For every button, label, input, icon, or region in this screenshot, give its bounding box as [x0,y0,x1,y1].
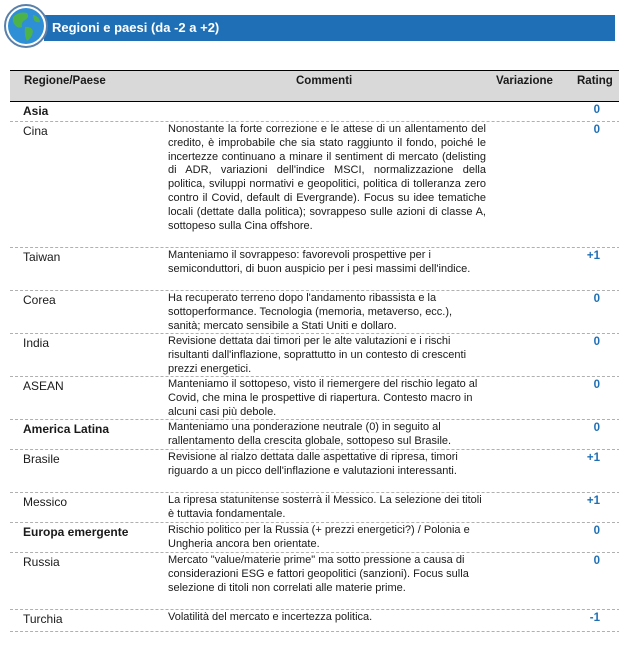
row-region: Brasile [23,452,60,466]
table-row [10,377,619,420]
table-row [10,122,619,248]
row-rating: 0 [593,525,600,537]
row-region: Corea [23,293,56,307]
column-header-rating: Rating [577,75,613,87]
regions-table [10,70,619,632]
table-row [10,334,619,377]
row-comment: Manteniamo il sottopeso, visto il riemergere del rischio legato al Covid, che mina le prospettive di riapertura. Contesto macro in alcuni casi più debole. [168,378,478,418]
row-region: Europa emergente [23,525,129,539]
row-rating: 0 [593,422,600,434]
table-row [10,450,619,493]
column-header-comment: Commenti [296,75,353,87]
table-row [10,420,619,450]
row-region: Asia [23,104,49,118]
row-region: ASEAN [23,379,64,393]
row-comment: Nonostante la forte correzione e le attese di un allentamento del credito, è improbabile che sia stato raggiunto il fondo, poiché le incertezze continuano a minare il sentiment di mercato (delisting di ADR, variazioni dell'indice MSCI, normalizzazione della politica, sviluppi normativi e geopolitici, politica di tolleranza zero contro il Covid, default di Evergrande). Focus su idee tematiche locali (dettate dalla politica); sovrappeso sulle azioni di classe A, sottopeso sulla Cina offshore. [168,123,486,232]
row-comment: Revisione al rialzo dettata dalle aspettative di ripresa, timori riguardo a un picco dell'inflazione e valutazioni interessanti. [168,451,458,477]
row-rating: 0 [593,336,600,348]
row-rating: 0 [593,104,600,116]
row-comment: Volatilità del mercato e incertezza politica. [168,611,373,623]
row-region: America Latina [23,422,110,436]
globe-icon [3,3,49,49]
row-rating: 0 [593,124,600,136]
row-comment: Manteniamo una ponderazione neutrale (0) in seguito al rallentamento della crescita globale, sottopeso sul Brasile. [168,421,452,447]
table-row [10,523,619,553]
row-region: Taiwan [23,250,61,264]
row-comment: La ripresa statunitense sosterrà il Messico. La selezione dei titoli è tuttavia fondamentale. [168,494,482,520]
table-row [10,493,619,523]
row-region: Turchia [23,612,63,626]
row-region: Russia [23,555,60,569]
column-header-region: Regione/Paese [24,75,106,87]
row-rating: -1 [589,612,600,624]
row-comment: Manteniamo il sovrappeso: favorevoli prospettive per i semiconduttori, di buon auspicio per i pesi massimi dell'indice. [168,249,471,275]
row-rating: +1 [586,495,600,507]
table-row [10,248,619,291]
row-rating: 0 [593,379,600,391]
row-rating: +1 [586,250,600,262]
page-title: Regioni e paesi (da -2 a +2) [52,20,220,35]
table-row [10,610,619,632]
row-comment: Ha recuperato terreno dopo l'andamento ribassista e la sottoperformance. Tecnologia (memoria, metaverso, ecc.), sanità; mercato sensibile a Stati Uniti e dollaro. [168,292,453,332]
row-region: Cina [23,124,48,138]
table-header [10,70,619,102]
row-region: Messico [23,495,68,509]
row-comment: Revisione dettata dai timori per le alte valutazioni e i rischi risultanti dall'inflazione, soprattutto in un contesto di crescenti prezzi energetici. [168,335,467,375]
column-header-variation: Variazione [496,75,553,87]
row-rating: +1 [586,452,600,464]
row-comment: Rischio politico per la Russia (+ prezzi energetici?) / Polonia e Ungheria ancora ben orientate. [168,524,470,550]
row-rating: 0 [593,293,600,305]
table-row [10,291,619,334]
row-comment: Mercato "value/materie prime" ma sotto pressione a causa di considerazioni ESG e fattori geopolitici (sanzioni). Focus sulla selezione di titoli non correlati alle materie prime. [168,554,469,594]
row-rating: 0 [593,555,600,567]
table-row [10,102,619,122]
table-row [10,553,619,610]
row-region: India [23,336,50,350]
